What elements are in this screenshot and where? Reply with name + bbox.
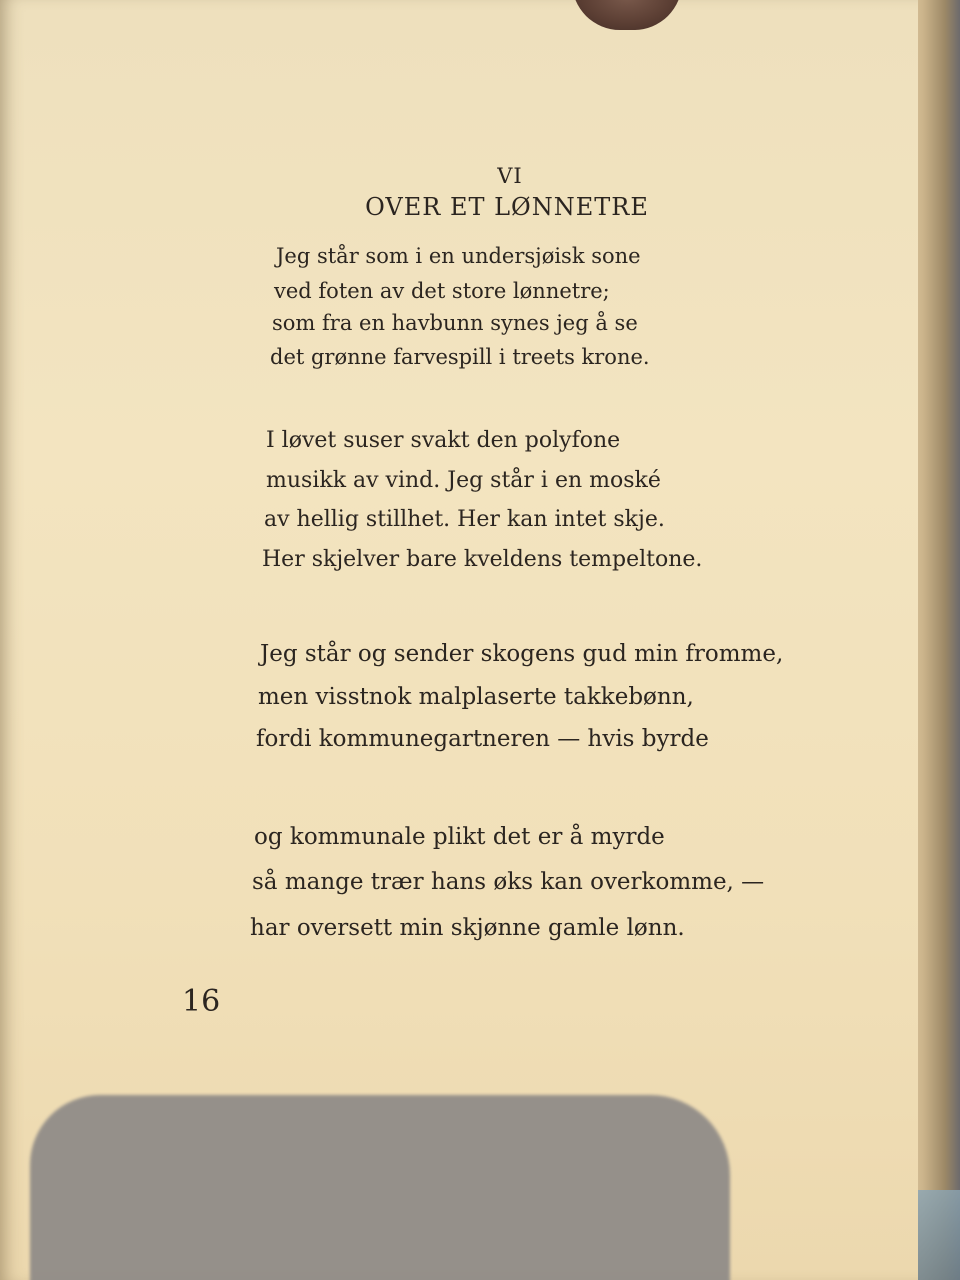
section-number: VI bbox=[497, 164, 523, 188]
poem-line: Jeg står som i en undersjøisk sone bbox=[276, 244, 641, 268]
poem-line: og kommunale plikt det er å myrde bbox=[254, 824, 665, 850]
poem-line: av hellig stillhet. Her kan intet skje. bbox=[264, 507, 665, 532]
poem-line: men visstnok malplaserte takkebønn, bbox=[258, 684, 694, 710]
poem-line: Her skjelver bare kveldens tempeltone. bbox=[262, 547, 703, 572]
hand-shadow bbox=[30, 1095, 730, 1280]
poem-line: I løvet suser svakt den polyfone bbox=[266, 428, 621, 453]
poem-line: musikk av vind. Jeg står i en moské bbox=[266, 468, 661, 493]
poem-line: fordi kommunegartneren — hvis byrde bbox=[256, 726, 709, 752]
poem-title: OVER ET LØNNETRE bbox=[365, 193, 649, 221]
poem-line: så mange trær hans øks kan overkomme, — bbox=[252, 869, 765, 895]
poem-line: som fra en havbunn synes jeg å se bbox=[272, 311, 638, 335]
poem-line: ved foten av det store lønnetre; bbox=[274, 279, 610, 303]
poem-line: det grønne farvespill i treets krone. bbox=[270, 345, 650, 369]
poem-line: Jeg står og sender skogens gud min fromme, bbox=[260, 641, 784, 667]
poem-line: har oversett min skjønne gamle lønn. bbox=[250, 915, 685, 941]
background-corner bbox=[915, 1190, 960, 1280]
page-number: 16 bbox=[182, 984, 221, 1019]
